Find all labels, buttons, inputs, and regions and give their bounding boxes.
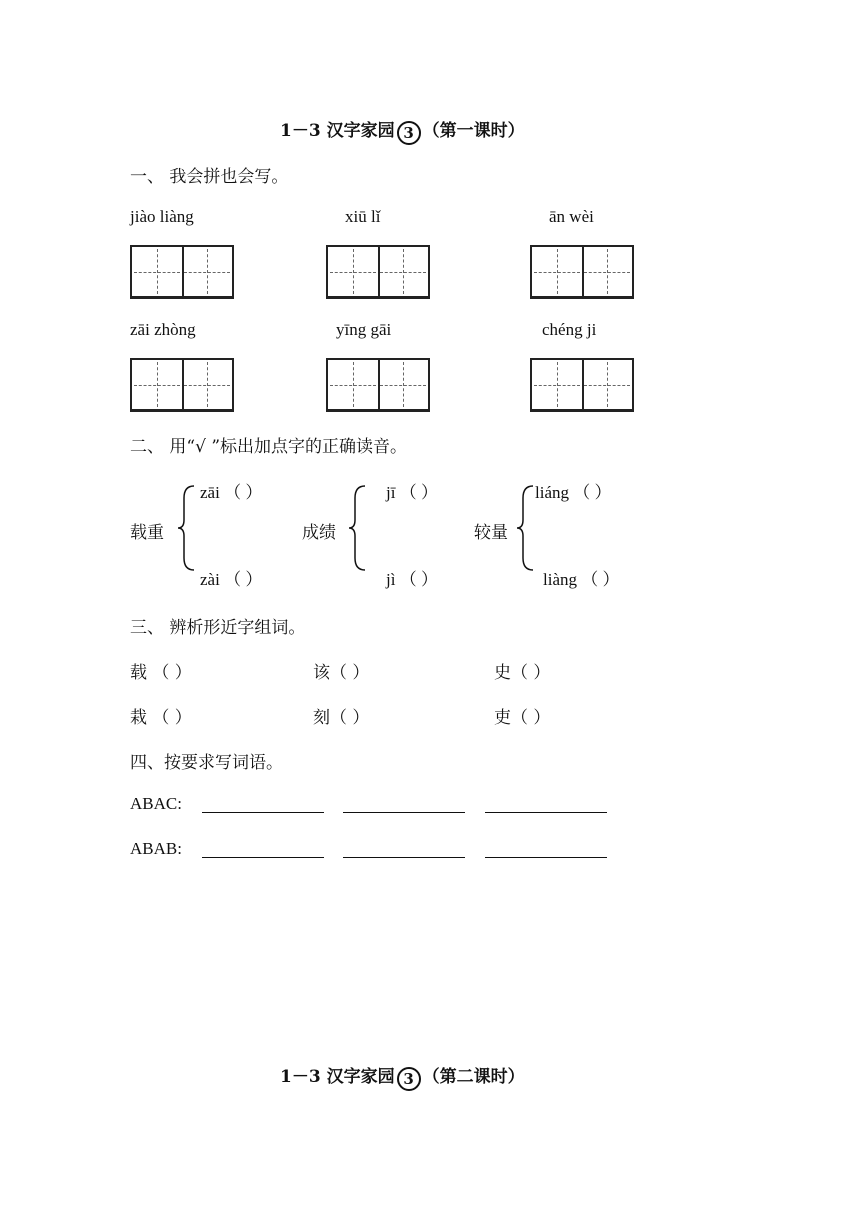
section4-heading: 四、按要求写词语。 [130,753,283,773]
option-bottom[interactable]: zài （ ） [200,570,263,589]
option-top[interactable]: liáng （ ） [535,483,612,502]
writing-grid[interactable] [530,245,634,299]
writing-grid[interactable] [130,245,234,299]
abab-label: ABAB: [130,839,182,858]
answer-line[interactable] [343,812,465,813]
word-blank[interactable]: 刻（ ） [313,708,370,728]
word-blank[interactable]: 史（ ） [494,663,551,683]
section2-heading: 二、 用“√ ”标出加点字的正确读音。 [130,437,408,457]
answer-line[interactable] [343,857,465,858]
pinyin-2: xiū lǐ [345,207,381,226]
word-blank[interactable]: 该（ ） [313,663,370,683]
pinyin-3: ān wèi [549,207,594,226]
word-chengji: 成绩 [302,523,336,543]
word-blank[interactable]: 载 （ ） [130,663,192,683]
pinyin-1: jiào liàng [130,207,194,226]
option-top[interactable]: jī （ ） [386,483,438,502]
answer-line[interactable] [485,857,607,858]
title-suffix: （第二课时） [422,1067,525,1087]
word-jiaoliang: 较量 [474,523,508,543]
abac-label: ABAC: [130,794,182,813]
answer-line[interactable] [485,812,607,813]
section3-heading: 三、 辨析形近字组词。 [130,618,306,638]
option-top[interactable]: zāi （ ） [200,483,263,502]
title-suffix: （第一课时） [422,121,525,141]
title-prefix: 1－3 汉字家园 [280,1067,395,1087]
pinyin-5: yīng gāi [336,320,392,339]
title-circle-number: 3 [397,1067,421,1091]
page-title-second [280,1062,525,1091]
writing-grid[interactable] [326,358,430,412]
answer-line[interactable] [202,812,324,813]
brace-icon [515,484,537,572]
writing-grid[interactable] [130,358,234,412]
word-zaizhong: 载重 [130,523,164,543]
writing-grid[interactable] [530,358,634,412]
brace-icon [176,484,198,572]
pinyin-6: chéng ji [542,320,597,339]
option-bottom[interactable]: liàng （ ） [543,570,620,589]
answer-line[interactable] [202,857,324,858]
brace-icon [347,484,369,572]
title-circle-number: 3 [397,121,421,145]
word-blank[interactable]: 吏（ ） [494,708,551,728]
option-bottom[interactable]: jì （ ） [386,570,438,589]
pinyin-4: zāi zhòng [130,320,196,339]
section1-heading: 一、 我会拼也会写。 [130,167,289,187]
title-prefix: 1－3 汉字家园 [280,121,395,141]
writing-grid[interactable] [326,245,430,299]
word-blank[interactable]: 栽 （ ） [130,708,192,728]
page-title [280,116,525,145]
